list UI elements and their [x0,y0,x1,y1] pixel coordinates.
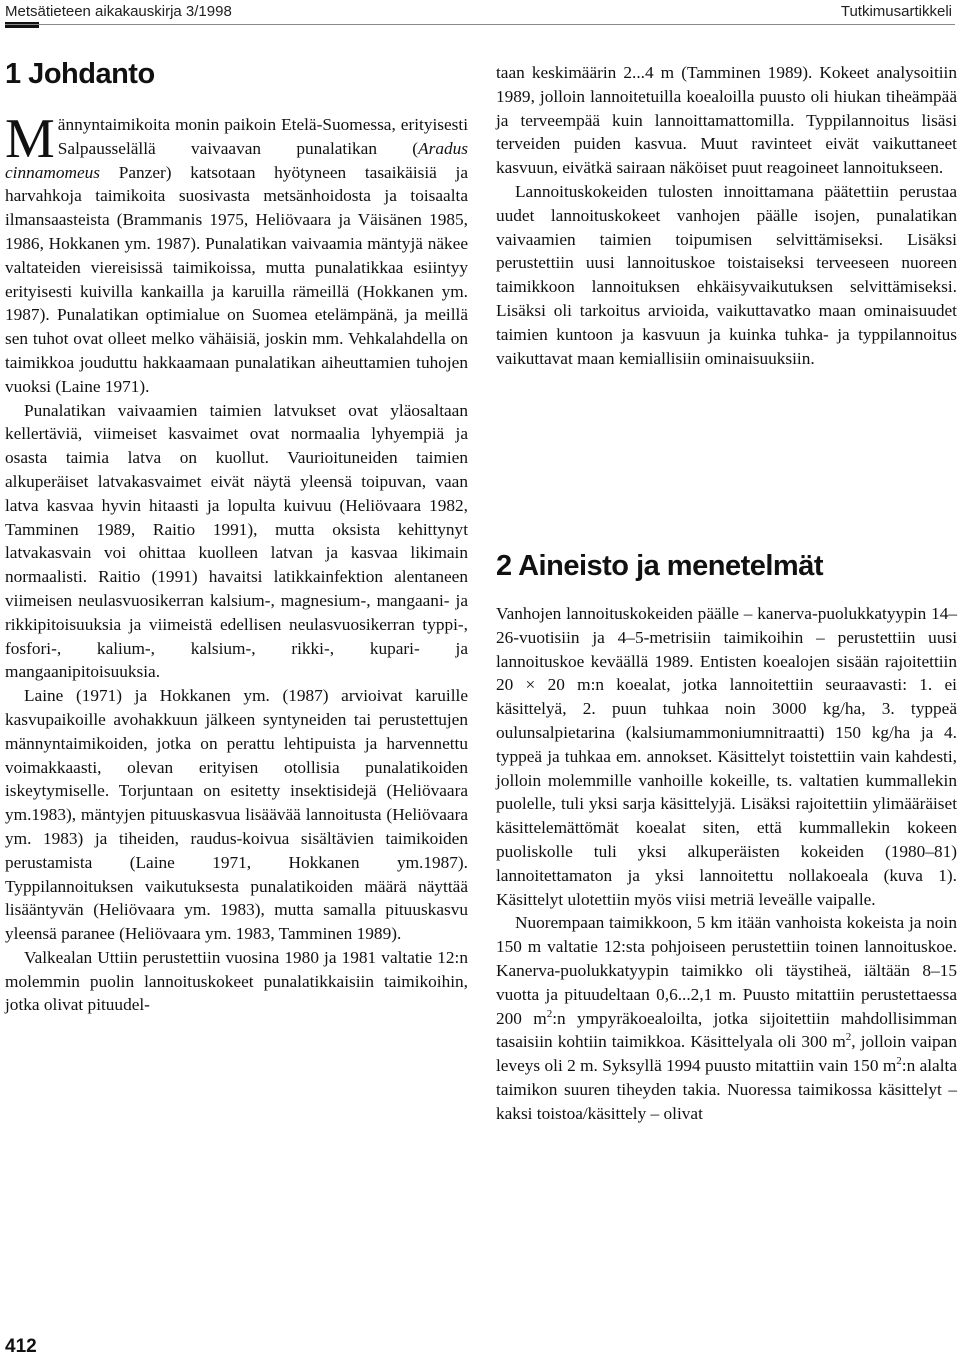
introduction-text [5,108,468,1017]
section-heading-materials-methods: 2 Aineisto ja menetelmät [496,550,823,582]
header-bar [5,22,39,28]
paragraph: taan keskimäärin 2...4 m (Tamminen 1989). Kokeet analysoitiin 1989, jolloin lannoitetuilla koealoilla puusto oli hiukan tiheämpää ja terveempää kuin lannoittamattomilla. Typpilannoitus lisäsi terveiden puiden kasvua. Muut ravinteet eivät vaikuttaneet kasvuun, eivätkä sairaan näköiset puut reagoineet lannoitukseen. [496,63,957,178]
header-rule [5,24,955,25]
paragraph: Vanhojen lannoituskokeiden päälle – kanerva-puolukkatyypin 14–26-vuotisiin ja 4–5-metrisiin taimikoihin – perustettiin uusi lannoituskoe keväällä 1989. Entisten koealojen sisään rajoitettiin 20 × 20 m:n koealat, jotka lannoitettiin seuraavasti: 1. ei käsittelyä, 2. puun tuhkaa noin 3000 kg/ha, 3. typpeä oulunsalpietarina (kalsiumammoniumnitraatti) 150 kg/ha ja 4. typpeä ja tuhkaa em. annokset. Käsittelyt toistettiin vain kahdesti, jolloin molemmille vanhoille kokeille, ts. valtatien kummallekin puolelle, tuli yksi sarja käsittelyjä. Lisäksi rajoitettiin ylimääräiset käsittelemättömät koealat siten, että kummallekin kokeen puoliskolle tuli yksi alkuperäisten kokeiden (1980–81) lannoitettamaton ja yksi lannoitettu nollakoeala (kuva 1). Käsittelyt ulotettiin myös viisi metriä leveälle vaipalle. [496,604,957,909]
article-category: Tutkimusartikkeli [840,3,952,20]
materials-methods-text [496,602,957,1126]
paragraph: Nuorempaan taimikkoon, 5 km itään vanhoista kokeista ja noin 150 m valtatie 12:sta pohjoiseen perustettiin toinen lannoituskoe. Kanerva-puolukkatyypin taimikko oli täystiheä, iältään 8–15 vuotta ja pituudeltaan 0,6...2,1 m. Puusto mitattiin perustettaessa 200 $m^2:n$ ympyräkoealoilta, jotka sijoitettiin mahdollisimman tasaisiin kohtiin taimikkoa. Käsittelyala oli 300 $m^2$, jolloin vaipan leveys oli 2 m. Syksyllä 1994 puusto mitattiin vain 150 $m^2:n$ alalta taimikon suuren tiheyden takia. Nuoressa taimikossa käsittelyt – kaksi toistoa/käsittely – olivat [496,913,957,1123]
paragraph: Punalatikan vaivaamien taimien latvukset ovat yläosaltaan kellertäviä, viimeiset kasvaimet ovat normaalia lyhyempiä ja osasta taimia latva on kuollut. Vaurioituneiden taimien alkuperäiset latvakasvaimet eivät näytä yleensä toipuvan, vaan latva kasvaa hyvin hitaasti ja lopulta kuivuu (Heliövaara 1982, Tamminen 1989, Raitio 1991), mutta oksista kehittynyt latvakasvain voi ohittaa kuolleen latvan ja kasvaa likimain normaalisti. Raitio (1991) havaitsi latikkainfektion alentaneen viimeisen neulasvuosikerran kalsium-, magnesium-, mangaani- ja rikkipitoisuuksia ja viimeistä edellisen neulasvuosikerran typpi-, fosfori-, kalium-, kalsium-, rikki-, kupari- ja mangaanipitoisuuksia. [5,400,468,682]
section-heading-introduction: 1 Johdanto [5,58,155,90]
paragraph: Lannoituskokeiden tulosten innoittamana päätettiin perustaa uudet lannoituskokeet vanhojen päälle isojen, punalatikan vaivaamien taimien toipumisen selvittämiseksi. Lisäksi perustettiin uusi lannoituskoe toistaiseksi terveeseen nuoreen taimikkoon lannoituksen ehkäisyvaikutuksen selvittämiseksi. Lisäksi oli tarkoitus arvioida, vaikuttavatko maan ominaisuudet taimien kuntoon ja kasvuun ja kuinka tuhka- ja typpilannoitus vaikuttavat maan kemiallisiin ominaisuuksiin. [496,181,957,368]
journal-title: Metsätieteen aikakauskirja 3/1998 [5,3,232,20]
paragraph: Valkealan Uttiin perustettiin vuosina 1980 ja 1981 valtatie 12:n molemmin puolin lannoituskokeet punalatikkaisiin taimikoihin, jotka olivat pituudel- [5,947,468,1015]
paragraph: Männyntaimikoita monin paikoin Etelä-Suomessa, erityisesti Salpausselällä vaivaavan punalatikan (Aradus cinnamomeus Panzer) katsotaan hyötyneen tasaikäisiä ja harvahkoja taimikoita suosivasta metsänhoidosta ja toisaalta ilmansaasteista (Brammanis 1975, Heliövaara ja Väisänen 1985, 1986, Hokkanen ym. 1987). Punalatikan vaivaamia mäntyjä näkee valtateiden viereisissä taimikoissa, mutta punalatikkaa esiintyy erityisesti kuivilla kankailla ja karuilla rämeillä (Hokkanen ym. 1987). Punalatikan optimialue on Suomea etelämpänä, ja meillä sen tuhot ovat olleet melko vähäisiä, joskin mm. Vehkalahdella on taimikkoa jouduttu hakkaamaan punalatikan aiheuttamien tuhojen vuoksi (Laine 1971). [5,108,468,396]
page-number: 412 [5,1336,37,1357]
drop-cap: M [5,108,55,170]
species-name: Aradus cinnamomeus [5,138,468,182]
introduction-text-continued [496,61,957,370]
paragraph: Laine (1971) ja Hokkanen ym. (1987) arvioivat karuille kasvupaikoille avohakkuun jälkeen syntyneiden tai perustettujen männyntaimikoiden, jotka on perattu lehtipuista ja harvennettu voimakkaasti, olevan erityisen otollisia punalatikoiden iskeytymiselle. Torjuntaan on esitetty insektisidejä (Heliövaara ym.1983), mäntyjen pituuskasvua lisäävää lannoitusta (Heliövaara ym. 1983) ja tiheiden, raudus-koivua sisältävien taimikoiden perustamista (Laine 1971, Hokkanen ym.1987). Typpilannoituksen vaikutuksesta punalatikoiden määrä näyttää lisääntyvän (Heliövaara ym. 1983), mutta samalla pituuskasvu yleensä paranee (Heliövaara ym. 1983, Tamminen 1989). [5,686,468,944]
